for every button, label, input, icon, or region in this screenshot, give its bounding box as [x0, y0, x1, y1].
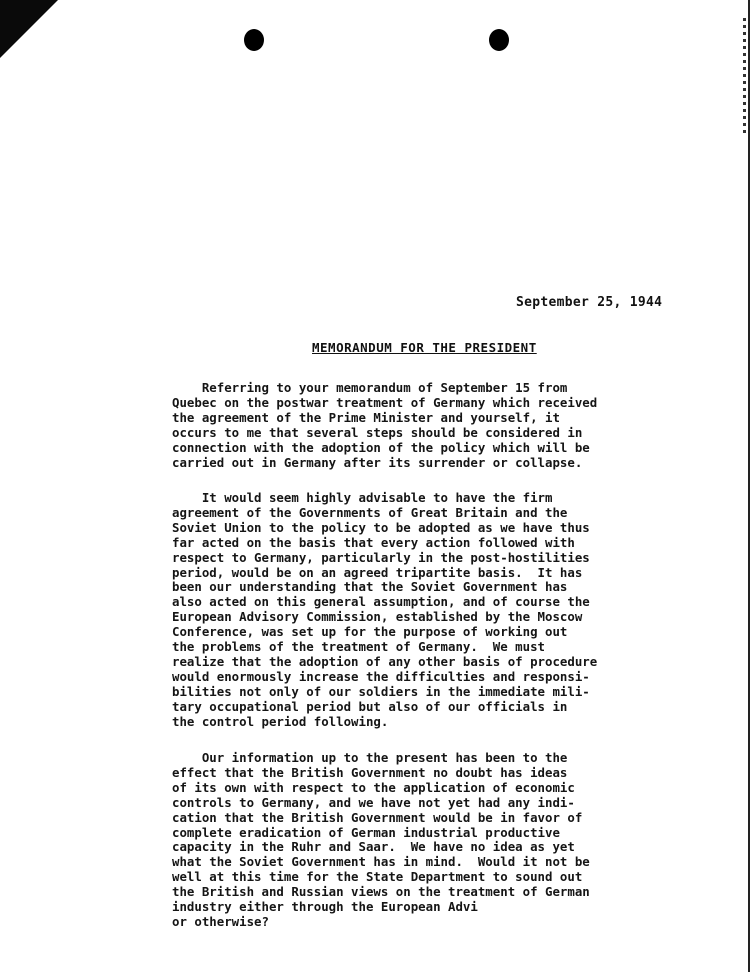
scan-corner-shadow: [0, 0, 58, 58]
punch-hole-left: [244, 29, 264, 51]
memo-paragraph-3: Our information up to the present has been to the effect that the British Government no doubt has ideas of its own with respect to the application of economic controls to Germany, and we have not yet had any indi- cation that the British Government would be in favor of complete eradication of German industrial productive capacity in the Ruhr and Saar. We have no idea as yet what the Soviet Government has in mind. Would it not be well at this time for the State Department to sound out the British and Russian views on the treatment of German industry either through the European Advi or otherwise?: [172, 750, 590, 929]
punch-hole-right: [489, 29, 509, 51]
memo-title: MEMORANDUM FOR THE PRESIDENT: [312, 340, 537, 355]
memo-paragraph-2: It would seem highly advisable to have the firm agreement of the Governments of Great Britain and the Soviet Union to the policy to be adopted as we have thus far acted on the basis that every action followed with respect to Germany, particularly in the post-hostilities period, would be on an agreed tripartite basis. It has been our understanding that the Soviet Government has also acted on this general assumption, and of course the European Advisory Commission, established by the Moscow Conference, was set up for the purpose of working out the problems of the treatment of Germany. We must realize that the adoption of any other basis of procedure would enormously increase the difficulties and responsi- bilities not only of our soldiers in the immediate mili- tary occupational period but also of our officials in the control period following.: [172, 490, 598, 729]
scan-edge-marks: [743, 18, 746, 133]
memo-date: September 25, 1944: [516, 295, 663, 310]
memo-paragraph-1: Referring to your memorandum of September 15 from Quebec on the postwar treatment of Germany which received the agreement of the Prime Minister and yourself, it occurs to me that several steps should be considered in connection with the adoption of the policy which will be carried out in Germany after its surrender or collapse.: [172, 380, 598, 470]
